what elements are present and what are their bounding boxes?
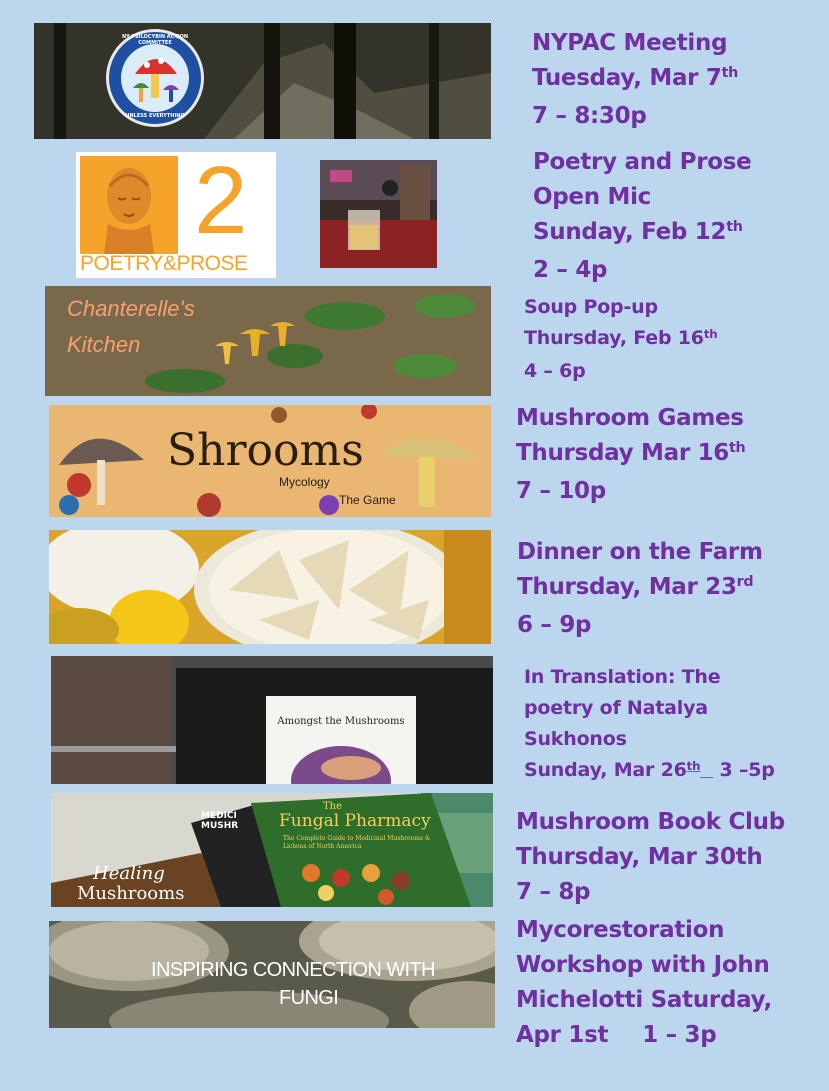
fungi-line1: INSPIRING CONNECTION WITH — [151, 959, 435, 981]
event-time: 6 – 9p — [517, 612, 592, 638]
event-date: Tuesday, Mar 7th — [532, 65, 738, 91]
event-nypac — [532, 26, 738, 134]
event-title: Mycorestoration — [516, 917, 725, 943]
fungal-subtitle: The Complete Guide to Medicinal Mushrooms & Lichens of North America — [283, 835, 431, 850]
event-title: Mushroom Book Club — [516, 809, 785, 835]
event-time: 7 – 8:30p — [532, 103, 647, 129]
event-title-2: poetry of Natalya — [524, 697, 708, 719]
event-date: Thursday, Feb 16th — [524, 326, 718, 349]
event-translation — [524, 662, 775, 788]
translation-book-photo — [51, 656, 493, 784]
event-date: Sunday, Mar 26th 3 –5p — [524, 758, 775, 781]
healing-line1: Healing — [93, 863, 165, 884]
book-club-photo — [51, 793, 493, 907]
dinner-farm-photo — [49, 530, 491, 644]
nypac-logo — [106, 29, 204, 127]
event-date: Apr 1st 1 – 3p — [516, 1022, 717, 1048]
event-soup — [524, 292, 717, 387]
event-title-2: Workshop with John — [516, 952, 770, 978]
kitchen-line2: Kitchen — [67, 332, 141, 357]
fungal-the: The — [323, 801, 343, 812]
poetry-prose-logo — [76, 152, 276, 278]
chanterelles-kitchen-photo — [45, 286, 491, 396]
event-poetry — [533, 145, 751, 288]
event-title: Poetry and Prose — [533, 149, 752, 175]
event-mycorestoration — [516, 913, 772, 1053]
shrooms-sub2: The Game — [339, 493, 396, 507]
event-bookclub — [516, 805, 785, 910]
event-date: Sunday, Feb 12th — [533, 219, 743, 245]
kitchen-line1: Chanterelle's — [67, 296, 195, 321]
cafe-photo — [320, 160, 437, 268]
event-title: Mushroom Games — [516, 405, 744, 431]
shrooms-game-photo — [49, 405, 491, 517]
fungal-title: Fungal Pharmacy — [279, 811, 431, 831]
fungi-banner-photo — [49, 921, 495, 1028]
nypac-forest-photo — [34, 23, 491, 139]
nypac-logo-bottom: UNLESS EVERYTHING — [125, 113, 185, 119]
event-title: Soup Pop-up — [524, 296, 658, 318]
event-title: In Translation: The — [524, 666, 721, 688]
event-title-3: Michelotti Saturday, — [516, 987, 772, 1013]
poetry-number: 2 — [194, 152, 248, 254]
event-title-3: Sukhonos — [524, 728, 627, 750]
shrooms-sub1: Mycology — [279, 475, 330, 489]
event-games — [516, 401, 745, 509]
nypac-logo-top: NY PSILOCYBIN ACTION COMMITTEE — [121, 34, 189, 46]
event-date: Thursday Mar 16th — [516, 440, 746, 466]
book-cover-title: Amongst the Mushrooms — [277, 716, 405, 727]
event-date: Thursday, Mar 30th — [516, 844, 763, 870]
healing-line2: Mushrooms — [77, 883, 185, 904]
poetry-label: POETRY&PROSE — [80, 252, 248, 275]
event-time: 7 – 8p — [516, 879, 591, 905]
event-time: 7 – 10p — [516, 478, 606, 504]
shrooms-title: Shrooms — [167, 425, 364, 476]
event-title: NYPAC Meeting — [532, 30, 728, 56]
event-date: Thursday, Mar 23rd — [517, 574, 754, 600]
event-time: 2 – 4p — [533, 257, 608, 283]
event-dinner — [517, 535, 763, 643]
event-title-2: Open Mic — [533, 184, 652, 210]
event-title: Dinner on the Farm — [517, 539, 763, 565]
event-time: 4 – 6p — [524, 360, 586, 382]
fungi-line2: FUNGI — [279, 987, 339, 1009]
medicinal-text: MEDICI MUSHR — [201, 811, 239, 831]
